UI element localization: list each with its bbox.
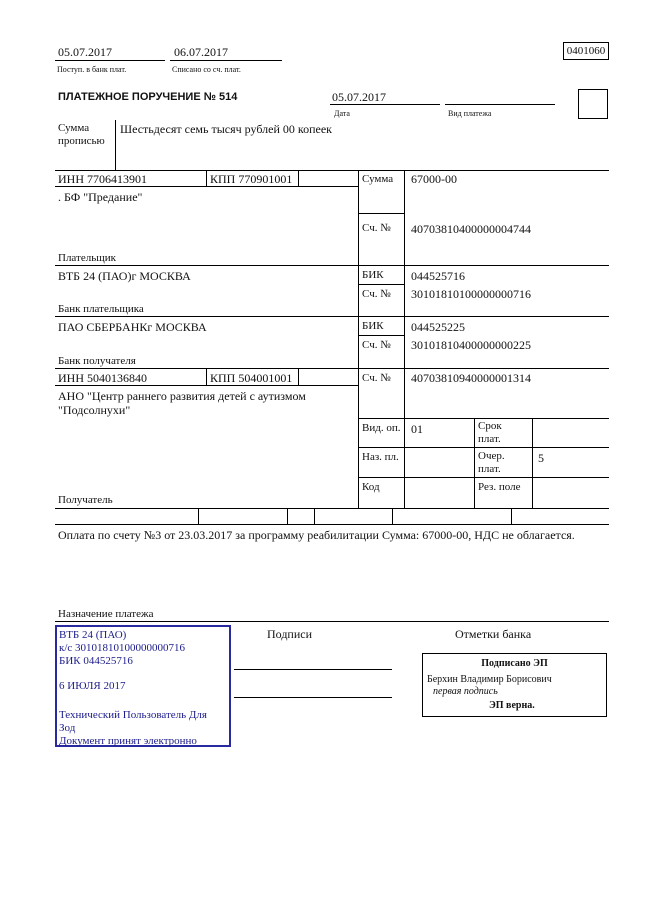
amount-words-value: Шестьдесят семь тысяч рублей 00 копеек — [120, 122, 332, 136]
srok-label-2: плат. — [478, 433, 501, 445]
grid-line — [206, 170, 207, 186]
payee-name-line1: АНО "Центр раннего развития детей с аутизмом — [58, 389, 306, 403]
form-code-text: 0401060 — [566, 45, 606, 57]
grid-line — [532, 418, 533, 508]
stamp-corr-account: к/с 30101810100000000716 — [59, 642, 186, 654]
ep-signer-role: первая подпись — [433, 686, 498, 697]
amount-words-label-2: прописью — [58, 135, 105, 147]
grid-line — [404, 170, 405, 508]
payer-bank-name: ВТБ 24 (ПАО)г МОСКВА — [58, 269, 191, 283]
signature-line-2 — [234, 697, 392, 698]
payee-bank-account-label: Сч. № — [362, 339, 391, 351]
grid-line — [287, 508, 288, 524]
stamp-date: 6 ИЮЛЯ 2017 — [59, 680, 126, 692]
stamp-bank-name: ВТБ 24 (ПАО) — [59, 629, 127, 641]
grid-line — [358, 418, 609, 419]
payee-bank-bik-label: БИК — [362, 320, 384, 332]
payer-account-label: Сч. № — [362, 222, 391, 234]
debited-date: 06.07.2017 — [174, 45, 228, 59]
signature-line-1 — [234, 669, 392, 670]
payee-account: 40703810940000001314 — [411, 371, 531, 385]
payee-bank-name: ПАО СБЕРБАНКг МОСКВА — [58, 320, 207, 334]
received-date: 05.07.2017 — [58, 45, 112, 59]
grid-line — [314, 508, 315, 524]
ep-signer-name: Берхин Владимир Борисович — [427, 674, 552, 685]
bank-marks-title: Отметки банка — [455, 627, 532, 641]
payer-amount-label: Сумма — [362, 173, 394, 185]
debited-date-line — [170, 60, 282, 61]
ep-title: Подписано ЭП — [481, 658, 548, 669]
payee-name-line2: "Подсолнухи" — [58, 403, 131, 417]
grid-line — [55, 385, 358, 386]
amount-words-label-1: Сумма — [58, 122, 90, 134]
grid-line — [55, 265, 609, 266]
ep-stamp — [422, 653, 607, 717]
payee-bank-bik: 044525225 — [411, 320, 465, 334]
grid-line — [358, 213, 404, 214]
grid-line — [55, 170, 609, 171]
payer-amount: 67000-00 — [411, 172, 457, 186]
signatures-title: Подписи — [267, 627, 313, 641]
grid-line — [298, 170, 299, 186]
received-date-line — [55, 60, 165, 61]
payer-bank-account-label: Сч. № — [362, 288, 391, 300]
payer-bank-account: 30101810100000000716 — [411, 287, 531, 301]
form-code — [563, 42, 609, 60]
vid-op-label: Вид. оп. — [362, 422, 401, 434]
grid-line — [55, 368, 609, 369]
debited-label: Списано со сч. плат. — [172, 65, 241, 74]
payer-inn: ИНН 7706413901 — [58, 172, 147, 186]
purpose-label: Назначение платежа — [58, 608, 154, 620]
payer-account: 40703810400000004744 — [411, 222, 531, 236]
payer-kpp: КПП 770901001 — [210, 172, 293, 186]
status-box — [578, 89, 608, 119]
ocher-label-2: плат. — [478, 463, 501, 475]
ocher-label-1: Очер. — [478, 450, 505, 462]
srok-label-1: Срок — [478, 420, 502, 432]
payee-inn: ИНН 5040136840 — [58, 371, 147, 385]
ocher-value: 5 — [538, 451, 544, 465]
grid-line — [55, 524, 609, 525]
ep-verified: ЭП верна. — [489, 700, 535, 711]
stamp-bik: БИК 044525716 — [59, 655, 133, 667]
payer-bank-label: Банк плательщика — [58, 303, 144, 315]
rez-pole-label: Рез. поле — [478, 481, 521, 493]
bank-stamp — [55, 625, 231, 747]
received-label: Поступ. в банк плат. — [57, 65, 127, 74]
purpose-text: Оплата по счету №3 от 23.03.2017 за программу реабилитации Сумма: 67000-00, НДС не облагается. — [58, 528, 575, 542]
kod-label: Код — [362, 481, 380, 493]
grid-line — [358, 284, 404, 285]
date-line — [330, 104, 440, 105]
vid-op-value: 01 — [411, 422, 423, 436]
grid-line — [55, 508, 609, 509]
payment-type-label: Вид платежа — [448, 109, 492, 118]
date-label: Дата — [334, 109, 350, 118]
stamp-accepted: Документ принят электронно — [59, 735, 197, 747]
grid-line — [511, 508, 512, 524]
grid-line — [206, 368, 207, 385]
amount-words-divider — [115, 120, 116, 170]
grid-line — [392, 508, 393, 524]
document-title: ПЛАТЕЖНОЕ ПОРУЧЕНИЕ № 514 — [58, 91, 238, 103]
payee-bank-account: 30101810400000000225 — [411, 338, 531, 352]
payer-label: Плательщик — [58, 252, 116, 264]
grid-line — [55, 186, 358, 187]
payee-bank-label: Банк получателя — [58, 355, 136, 367]
document-date: 05.07.2017 — [332, 90, 386, 104]
payment-type-line — [445, 104, 555, 105]
grid-line — [298, 368, 299, 385]
grid-line — [55, 316, 609, 317]
payee-account-label: Сч. № — [362, 372, 391, 384]
stamp-user-line2: Зод — [59, 722, 76, 734]
payer-bank-bik: 044525716 — [411, 269, 465, 283]
payer-name: . БФ "Предание" — [58, 190, 143, 204]
payer-bank-bik-label: БИК — [362, 269, 384, 281]
naz-pl-label: Наз. пл. — [362, 451, 399, 463]
payee-kpp: КПП 504001001 — [210, 371, 293, 385]
purpose-line — [55, 621, 609, 622]
grid-line — [474, 418, 475, 508]
stamp-user-line1: Технический Пользователь Для — [59, 709, 207, 721]
grid-line — [358, 335, 404, 336]
grid-line — [198, 508, 199, 524]
grid-line — [358, 477, 609, 478]
grid-line — [358, 170, 359, 508]
payee-label: Получатель — [58, 494, 113, 506]
grid-line — [358, 447, 609, 448]
